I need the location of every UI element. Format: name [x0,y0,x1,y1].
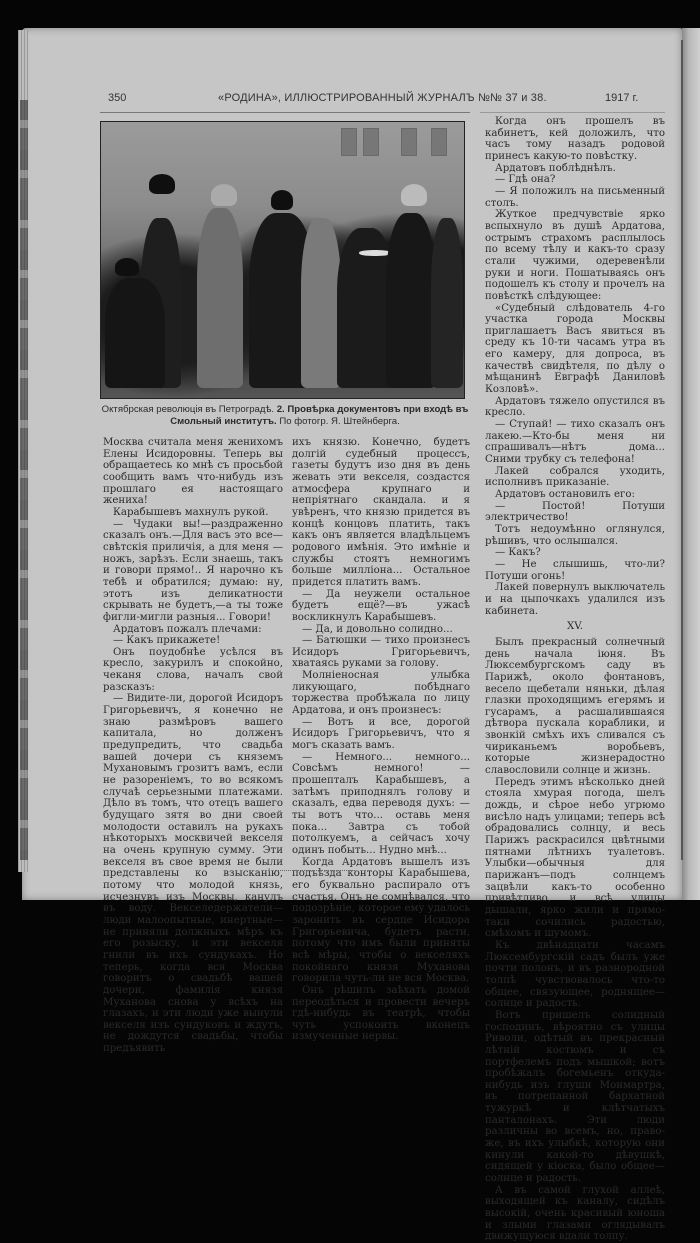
paragraph: — Какъ прикажете! [113,635,221,647]
paragraph: Вотъ пришелъ солидный господинъ, вѣроятно съ улицы Риволи, одѣтый въ прекрасный лѣтній костюмъ и съ портфелемъ подъ мышкой; вотъ пробѣжалъ богемьенъ откуда-нибудь изъ глуши Монмартра, въ потрепанной бархатной тужуркѣ и клѣтчатыхъ панталонахъ. Эти люди различны во всемъ, но, право-же, въ ихъ улыбкѣ, которую они кинули какой-то дѣвушкѣ, сидящей у кіоска, было общее—солнце и радость. [485,1009,665,1185]
caption-credit: По фотогр. Я. Штейнберга. [276,416,400,427]
paragraph: Когда онъ прошелъ въ кабинетъ, кей доложилъ, что часъ тому назадъ родовой принесъ какую-то повѣстку. [485,116,665,162]
paragraph: А въ самой глухой аллеѣ, выходящей къ каналу, сидѣлъ высокій, очень красивый юноша и злыми глазами оглядывалъ движущуюся вдали толпу. [485,1184,665,1243]
running-header [100,90,670,108]
paragraph: Передъ этимъ нѣсколько дней стояла хмурая погода, шелъ дождь, и сѣрое небо угрюмо висѣло надъ улицами; теперь всѣ обрадовались солнцу, и весь Парижъ раскрасился цвѣтными пятнами лѣтнихъ туалетовъ. Улыбки—обычныя для парижанъ—подъ солнцемъ зацвѣли какъ-то особенно привѣтливо, и всѣ улицы дышали, ярко жили и прямо-таки сочились радостью, смѣхомъ и шумомъ. [485,776,665,940]
paragraph: Ардатовъ поблѣднѣлъ. [495,162,616,174]
paragraph: Когда Ардатовъ вышелъ изъ подъѣзда конторы Карабышева, его буквально распирало отъ счастья. Онъ не сомнѣвался, что подозрѣніе, которое ему удалось заронить въ сердце Исидора Григорьевича, будетъ расти, потому что имъ были приняты всѣ мѣры, чтобы о векселяхъ покойнаго князя Муханова говорила чуть-ли не вся Москва. [292,856,470,985]
paragraph: Ардатовъ тяжело опустился въ кресло. [485,395,665,419]
text-column-1 [103,437,283,1055]
paragraph: — Гдѣ она? [495,174,556,186]
paragraph: Онъ рѣшилъ заѣхать домой переодѣться и провести вечеръ гдѣ-нибудь въ театрѣ, чтобы чуть успокоить вконецъ измученные нервы. [292,984,470,1043]
caption-title: 2. Провѣрка документовъ при входѣ въ Смольный институтъ. [170,404,469,427]
paragraph: Къ двѣнадцати часамъ Люксембургскій садъ былъ уже почти полонъ, и въ разнородной толпѣ чувствовалось что-то общее, связующее, роднящее—солнце и радость. [485,939,665,1010]
photo-caption [100,404,470,428]
paragraph: — Чудаки вы!—раздраженно сказалъ онъ.—Для васъ это все—свѣтскія приличія, а для меня — ножъ, зарѣзъ. Если знаешь, такъ и говори прямо!.. Я нарочно къ тебѣ и обратился; думаю: ну, этотъ изъ деликатности скрывать не будетъ,—а ты тоже фигли-мигли разныя... Говори! [103,518,283,623]
paragraph: Молніеносная улыбка ликующаго, побѣднаго торжества пробѣжала по лицу Ардатова, и онъ произнесъ: [292,670,470,717]
paragraph: Ардатовъ остановилъ его: [495,489,635,500]
paragraph: — Да неужели остальное будетъ ещё?—въ ужасѣ воскликнулъ Карабышевъ. [292,588,470,623]
page-number: 350 [108,92,127,104]
paragraph: Былъ прекрасный солнечный день начала іюня. Въ Люксембургскомъ саду въ Парижѣ, около фонтановъ, весело щебетали няньки, дѣлая глазки проходящимъ егерямъ и гусарамъ, а расшалившаяся дѣтвора пускала кораблики, и звонкій смѣхъ ихъ сливался съ чириканьемъ воробьевъ, которые жизнерадостно славословили солнце и жизнь. [485,636,665,777]
caption-intro: Октябрская революція въ Петроградѣ. [101,404,277,415]
paragraph: Тотъ недоумѣнно оглянулся, рѣшивъ, что ослышался. [485,523,665,547]
photo-soldiers-checking-documents [100,121,465,399]
book-binding [20,100,28,860]
paragraph: «Судебный слѣдователь 4-го участка города Москвы приглашаетъ Васъ явиться въ среду къ 10-ти часамъ утра въ его камеру, для допроса, въ качествѣ свидѣтеля, по дѣлу о мѣщанинѣ Евграфѣ Даниловѣ Козловѣ». [485,302,665,396]
paragraph: — Не слышишь, что-ли? Потуши огонь! [485,558,665,582]
paragraph: Жуткое предчувствіе ярко вспыхнуло въ душѣ Ардатова, острымъ страхомъ расплылось по всему тѣлу и какъ-то сразу стали чужими, одеревенѣли руки и ноги. Пошатываясь онъ подошелъ къ столу и прочелъ на повѣсткѣ слѣдующее: [485,209,665,302]
paragraph: Москва считала меня женихомъ Елены Исидоровны. Теперь вы обращаетесь ко мнѣ съ просьбой сообщить вамъ что-нибудь изъ прошлаго ея настоящаго жениха! [103,437,283,507]
journal-title [218,92,547,104]
year: 1917 г. [605,92,639,104]
paragraph: Лакей собрался уходить, исполнивъ приказаніе. [485,465,665,489]
paragraph: — Вотъ и все, дорогой Исидоръ Григорьевичъ, что я могъ сказать вамъ. [292,716,470,752]
text-column-2 [292,437,470,1043]
paragraph: — Немного... немного... Совсѣмъ немного! — прошепталъ Карабышевъ, а затѣмъ приподнялъ голову и сказалъ, едва переводя духъ: — ты вотъ что... оставь меня пока... Завтра съ тобой потолкуемъ, а сейчасъ хочу одинъ побыть... Нудно мнѣ... [292,751,470,856]
next-page-edge [682,28,700,900]
paragraph: — Какъ? [495,547,541,559]
paragraph: — Видите-ли, дорогой Исидоръ Григорьевичъ, я конечно не знаю размѣровъ вашего капитала, но долженъ предупредить, что свадьба вашей дочери съ княземъ Мухановымъ грозитъ вамъ, если не разореніемъ, то во всякомъ случаѣ серьезными платежами. Дѣло въ томъ, что отецъ вашего будущаго зятя во дни своей молодости оставилъ на рукахъ нѣкоторыхъ москвичей векселя на очень крупную сумму. Эти векселя въ свое время не были представлены ко взысканію, потому что молодой князь, исчезнувъ изъ Москвы, канулъ въ воду. Векселедержатели—люди малоопытные, инертные—не приняли должныхъ мѣръ къ его розыску, и эти векселя гнили въ ихъ сундукахъ. Но теперь, когда вся Москва говоритъ о свадьбѣ вашей дочери, фамилія князя Муханова снова у всѣхъ на глазахъ, и эти люди уже вынули векселя изъ сундуковъ и ждутъ, не дождутся свадьбы, чтобы предъявить [103,693,283,1055]
header-rule [100,112,470,113]
paragraph: — Батюшки — тихо произнесъ Исидоръ Григорьевичъ, хватаясь руками за голову. [292,635,470,670]
paragraph: Ардатовъ пожалъ плечами: [113,623,262,635]
chapter-heading: XV. [566,621,584,633]
handwritten-mark [275,866,355,871]
paragraph: Лакей повернулъ выключатель и на цыпочкахъ удалился изъ кабинета. [485,582,665,617]
issue-number: №№ 37 и 38. [478,92,547,104]
paragraph: — Ступай! — тихо сказалъ онъ лакею.—Кто-бы меня ни спрашивалъ—нѣтъ дома... Сними трубку съ телефона! [485,419,665,466]
page-gutter-line [681,40,683,860]
text-column-3 [485,116,665,1243]
paragraph: — Постой! Потуши электричество! [485,500,665,524]
paragraph: Карабышевъ махнулъ рукой. [113,506,269,518]
journal-title-text: «РОДИНА», ИЛЛЮСТРИРОВАННЫЙ ЖУРНАЛЪ [218,92,475,104]
paragraph: — Я положилъ на письменный столъ. [485,185,665,209]
paragraph: Онъ поудобнѣе усѣлся въ кресло, закурилъ и спокойно, чеканя слова, началъ свой разсказъ: [103,646,283,693]
header-rule-right [480,112,665,113]
paragraph: — Да, и довольно солидно... [302,623,453,635]
paragraph: ихъ князю. Конечно, будетъ долгій судебный процессъ, газеты будутъ изо дня въ день жевать эти векселя, создастся атмосфера крупнаго и непріятнаго скандала. и я увѣренъ, что князю придется въ концѣ концовъ платить, такъ какъ онъ является владѣльцемъ родового имѣнія. Это имѣніе и службы стоятъ немногимъ больше милліона... Остальное придется платить вамъ. [292,437,470,588]
